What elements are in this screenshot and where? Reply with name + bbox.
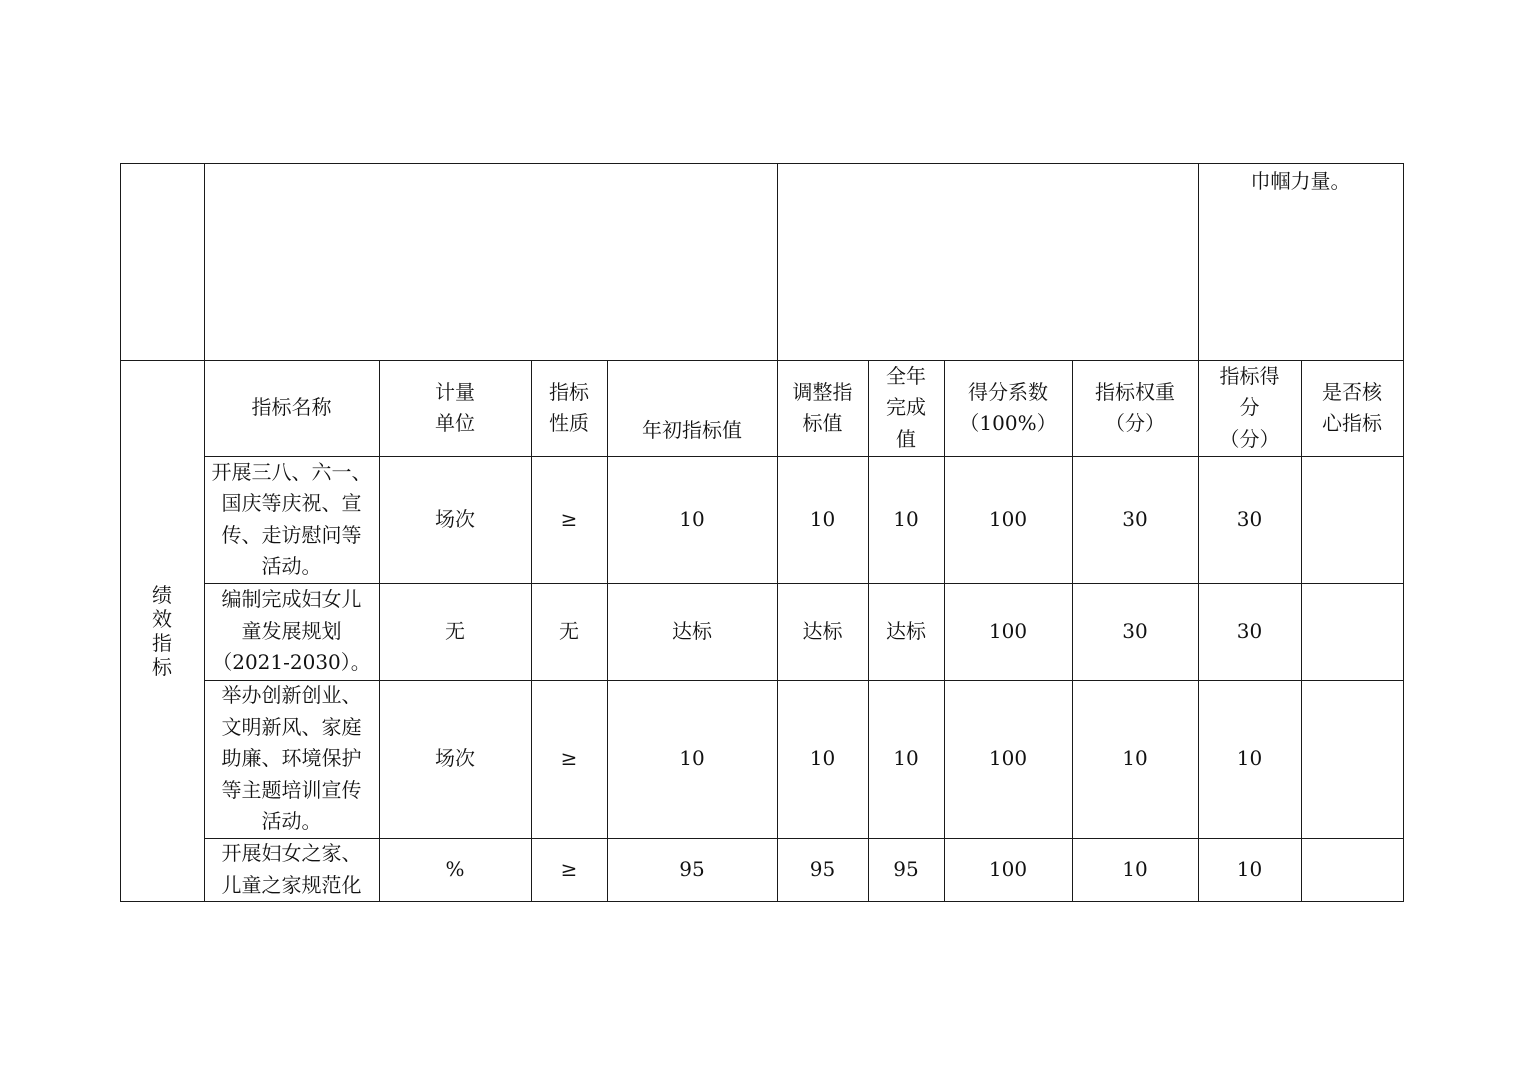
performance-side-label: 绩 效 指 标: [152, 583, 172, 679]
table-row-2-unit: 无: [445, 618, 465, 643]
table-row-3-annual: 10: [893, 746, 919, 771]
table-row-1-annual: 10: [893, 506, 919, 531]
table-row-2-score: 30: [1236, 618, 1263, 643]
table-row-3-initial: 10: [679, 746, 705, 771]
table-row-1-initial: 10: [679, 506, 705, 531]
header-annual-completion: 全年 完成 值: [886, 363, 926, 451]
table-row-4-unit: %: [445, 856, 465, 881]
table-row-1-unit: 场次: [435, 506, 475, 531]
table-row-1-core: [1301, 456, 1403, 583]
performance-table: [120, 163, 1404, 902]
table-row-1-coefficient: 100: [988, 506, 1028, 531]
table-row-1-weight: 30: [1122, 506, 1148, 531]
header-adjusted-target: 调整指 标值: [792, 379, 853, 435]
table-row-2-adjusted: 达标: [802, 618, 843, 643]
header-score: 指标得 分 （分）: [1219, 363, 1280, 451]
table-row-3-adjusted: 10: [809, 746, 836, 771]
table-row-3-unit: 场次: [435, 746, 475, 771]
table-row-3-coefficient: 100: [988, 746, 1028, 771]
header-unit: 计量 单位: [435, 379, 475, 435]
header-nature: 指标 性质: [549, 379, 589, 435]
table-row-4-name: 开展妇女之家、 儿童之家规范化: [221, 841, 362, 897]
table-row-4-core: [1301, 838, 1403, 901]
table-row-2-initial: 达标: [672, 618, 712, 643]
table-row-4-score: 10: [1236, 856, 1263, 881]
top-note: 巾帼力量。: [1250, 169, 1351, 193]
table-row-3-weight: 10: [1122, 746, 1148, 771]
table-row-4-weight: 10: [1122, 856, 1148, 881]
header-core-indicator: 是否核 心指标: [1322, 379, 1382, 435]
table-row-2-weight: 30: [1122, 618, 1148, 643]
table-row-1-nature: ≥: [560, 506, 578, 531]
header-metric-name: 指标名称: [251, 395, 332, 420]
table-row-1-score: 30: [1236, 506, 1263, 531]
table-row-2-nature: 无: [559, 618, 579, 643]
table-row-2-annual: 达标: [886, 618, 926, 643]
header-score-coefficient: 得分系数 （100%）: [959, 379, 1057, 435]
table-row-4-nature: ≥: [560, 856, 578, 881]
header-weight: 指标权重 （分）: [1095, 379, 1175, 435]
table-row-1-adjusted: 10: [809, 506, 836, 531]
table-row-4-adjusted: 95: [809, 856, 836, 881]
table-row-3-name: 举办创新创业、 文明新风、家庭 助廉、环境保护 等主题培训宣传 活动。: [221, 683, 362, 834]
table-row-4-coefficient: 100: [988, 856, 1028, 881]
table-row-3-score: 10: [1236, 746, 1263, 771]
table-row-2-name: 编制完成妇女儿 童发展规划 （2021-2030）。: [212, 587, 371, 675]
table-row-4-initial: 95: [679, 856, 705, 881]
table-row-1-name: 开展三八、六一、 国庆等庆祝、宣 传、走访慰问等 活动。: [211, 459, 372, 578]
table-row-2-core: [1301, 583, 1403, 680]
header-initial-target: 年初指标值: [642, 417, 742, 442]
table-row-4-annual: 95: [893, 856, 919, 881]
table-row-3-nature: ≥: [560, 746, 578, 771]
table-row-2-coefficient: 100: [988, 618, 1028, 643]
table-row-3-core: [1301, 680, 1403, 838]
